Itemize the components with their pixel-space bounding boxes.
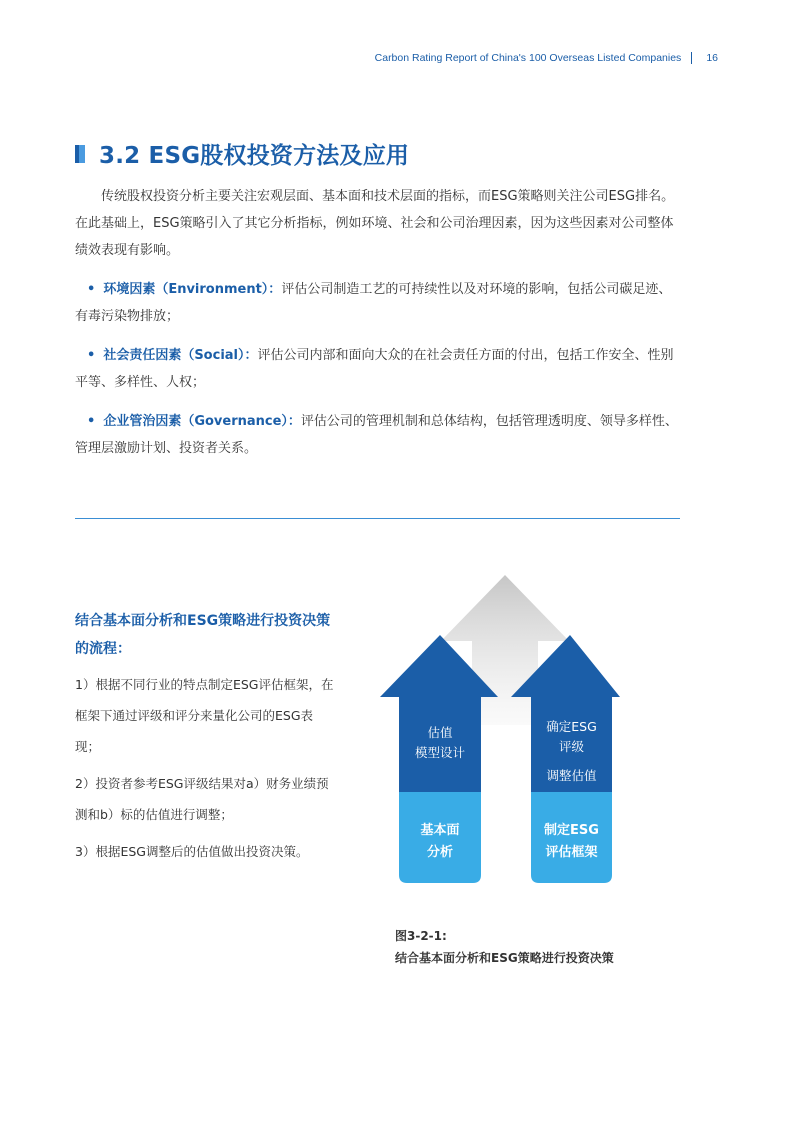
figure-caption bbox=[395, 925, 614, 969]
bullet-text: 评估公司内部和面向大众的在社会责任方面的付出，包括工作安全、性别平等、多样性、人权； bbox=[75, 348, 674, 390]
bullet-label: 企业管治因素（Governance）： bbox=[103, 414, 301, 429]
right-top-label: 确定ESG 评级 调整估值 bbox=[546, 719, 597, 783]
bullet-social bbox=[75, 342, 680, 396]
bullet-label: 社会责任因素（Social）： bbox=[103, 348, 258, 363]
process-step-1: 1）根据不同行业的特点制定ESG评估框架，在框架下通过评级和评分来量化公司的ESG表现； bbox=[75, 677, 334, 754]
page-number: 16 bbox=[706, 52, 718, 64]
process-arrows-diagram bbox=[380, 575, 620, 885]
section-title: 3.2 ESG股权投资方法及应用 bbox=[99, 143, 410, 169]
process-heading: 结合基本面分析和ESG策略进行投资决策的流程： bbox=[75, 613, 331, 657]
caption-title: 结合基本面分析和ESG策略进行投资决策 bbox=[395, 951, 614, 965]
right-bottom-label: 制定ESG 评估框架 bbox=[544, 823, 599, 860]
left-bottom-label: 基本面 分析 bbox=[420, 823, 460, 860]
bullet-dot-icon: • bbox=[87, 348, 96, 363]
section-divider bbox=[75, 518, 680, 519]
left-top-label: 估值 模型设计 bbox=[414, 725, 465, 760]
process-description bbox=[75, 607, 335, 867]
caption-number: 图3-2-1: bbox=[395, 929, 447, 943]
process-step-3: 3）根据ESG调整后的估值做出投资决策。 bbox=[75, 844, 309, 859]
section-heading bbox=[75, 137, 409, 170]
bullet-label: 环境因素（Environment）： bbox=[103, 282, 282, 297]
bullet-text: 评估公司的管理机制和总体结构，包括管理透明度、领导多样性、管理层激励计划、投资者关系。 bbox=[75, 414, 678, 456]
process-step-2: 2）投资者参考ESG评级结果对a）财务业绩预测和b）标的估值进行调整； bbox=[75, 776, 329, 822]
report-title: Carbon Rating Report of China's 100 Overseas Listed Companies bbox=[374, 52, 682, 64]
bullet-environment bbox=[75, 276, 680, 330]
bullet-dot-icon: • bbox=[87, 414, 96, 429]
bullet-governance bbox=[75, 408, 680, 462]
bullet-dot-icon: • bbox=[87, 282, 96, 297]
intro-paragraph: 传统股权投资分析主要关注宏观层面、基本面和技术层面的指标，而ESG策略则关注公司ESG排名。在此基础上，ESG策略引入了其它分析指标，例如环境、社会和公司治理因素，因为这些因素对公司整体绩效表现有影响。 bbox=[75, 189, 675, 258]
bullet-text: 评估公司制造工艺的可持续性以及对环境的影响，包括公司碳足迹、有毒污染物排放； bbox=[75, 282, 672, 324]
running-header bbox=[375, 52, 718, 64]
header-separator bbox=[691, 52, 692, 64]
section-marker-icon bbox=[75, 145, 85, 163]
